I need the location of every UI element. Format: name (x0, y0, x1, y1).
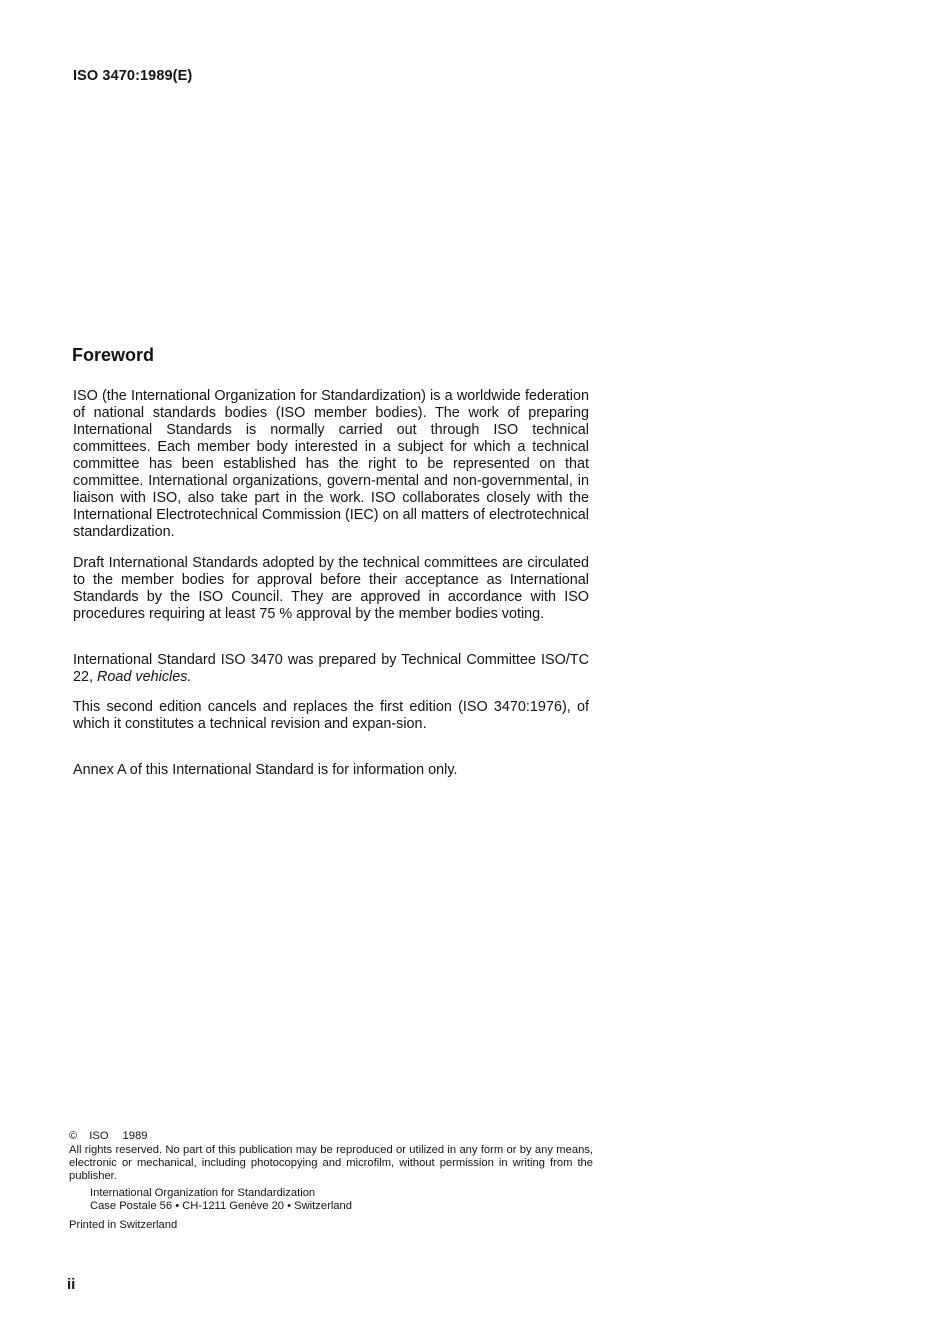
foreword-paragraph-3 (73, 652, 589, 686)
paragraph-3-text: International Standard ISO 3470 was prepared by Technical Committee ISO/TC 22, (73, 652, 589, 685)
foreword-paragraph-4: This second edition cancels and replaces the first edition (ISO 3470:1976), of which it constitutes a technical revision and expan-sion. (73, 699, 589, 732)
copyright-line (69, 1130, 593, 1143)
foreword-paragraph-1: ISO (the International Organization for Standardization) is a worldwide federation of national standards bodies (ISO member bodies). The work of preparing International Standards is normally carried out through ISO technical committees. Each member body interested in a subject for which a technical committee has been established has the right to be represented on that committee. International organizations, govern-mental and non-governmental, in liaison with ISO, also take part in the work. ISO collaborates closely with the International Electrotechnical Commission (IEC) on all matters of electrotechnical standardization. (73, 388, 589, 540)
copyright-icon: © (69, 1130, 78, 1142)
foreword-paragraph-5: Annex A of this International Standard is for information only. (73, 762, 458, 778)
address-line-1: International Organization for Standardization (90, 1187, 316, 1199)
copyright-block (69, 1130, 593, 1232)
publisher-address (90, 1187, 593, 1213)
address-line-2: Case Postale 56 • CH-1211 Genève 20 • Switzerland (90, 1200, 352, 1212)
page-number: ii (67, 1276, 76, 1293)
printed-in: Printed in Switzerland (69, 1219, 178, 1231)
committee-title: Road vehicles. (97, 669, 192, 685)
copyright-organization: ISO (89, 1130, 109, 1142)
document-id: ISO 3470:1989(E) (73, 68, 193, 84)
rights-statement: All rights reserved. No part of this publication may be reproduced or utilized in any form or by any means, electronic or mechanical, including photocopying and microfilm, without permission in writing from the publisher. (69, 1144, 593, 1182)
foreword-paragraph-2: Draft International Standards adopted by the technical committees are circulated to the member bodies for approval before their acceptance as International Standards by the ISO Council. They are approved in accordance with ISO procedures requiring at least 75 % approval by the member bodies voting. (73, 555, 589, 622)
foreword-heading: Foreword (72, 345, 155, 365)
copyright-year: 1989 (122, 1130, 148, 1142)
